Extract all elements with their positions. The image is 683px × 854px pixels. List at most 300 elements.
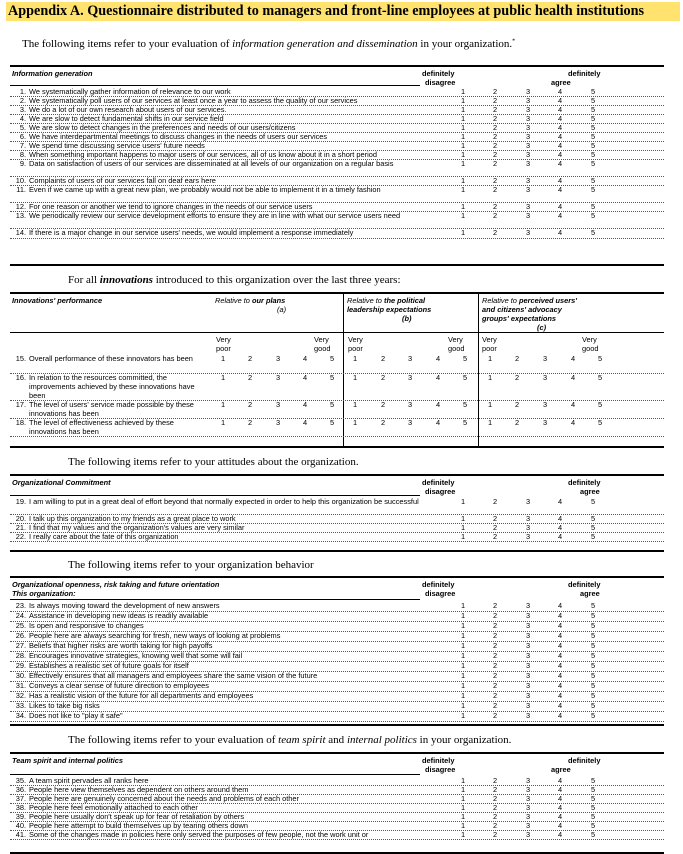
scale-value: 3 [525,514,531,523]
scale-value: 1 [460,671,466,680]
scale-value: 3 [525,105,531,114]
column-b-prefix: Relative to [347,296,384,305]
scale-value: 5 [590,641,596,650]
scale-value: 2 [492,651,498,660]
scale-value: 2 [492,105,498,114]
scale-value: 4 [570,354,576,363]
scale-value: 1 [460,651,466,660]
scale-value: 3 [525,641,531,650]
scale-value: 5 [590,691,596,700]
scale-value: 5 [590,601,596,610]
item-number: 23. [15,601,26,610]
scale-value: 1 [460,185,466,194]
scale-value: 5 [590,132,596,141]
scale-value: 5 [462,400,468,409]
scale-label-definitely-right: definitely [568,580,601,589]
very-poor-label-top: Very [216,335,231,344]
scale-value: 4 [557,228,563,237]
scale-value: 4 [302,418,308,427]
scale-label-definitely-right: definitely [568,756,601,765]
item-number: 25. [15,621,26,630]
scale-value: 4 [570,418,576,427]
item-row [10,418,664,437]
intro-team-spirit: The following items refer to your evaluation of team spirit and internal politics in your organization. [68,734,512,746]
scale-value: 2 [492,803,498,812]
item-text: I really care about the fate of this organization [29,532,179,541]
scale-value: 1 [460,701,466,710]
scale-value: 5 [597,418,603,427]
scale-value: 3 [525,141,531,150]
column-a-letter: (a) [277,305,287,314]
section-heading: Information generation [12,69,93,78]
very-good-label-top: Very [582,335,597,344]
item-text: In relation to the resources committed, the improvements achieved by these innovations have been [29,373,195,400]
scale-value: 1 [460,87,466,96]
item-text: The level of users' service made possible by these innovations has been [29,400,194,418]
item-text: We periodically review our service development efforts to ensure they are in line with what our service users need [29,211,401,220]
scale-value: 2 [492,211,498,220]
item-number: 5. [19,123,26,132]
scale-value: 5 [590,830,596,839]
scale-value: 2 [492,785,498,794]
header-rule [10,599,420,600]
scale-value: 5 [329,354,335,363]
very-good-label: good [582,344,599,353]
scale-value: 4 [557,830,563,839]
scale-value: 2 [492,611,498,620]
intro-information-generation: The following items refer to your evaluation of information generation and dissemination in your organization.* [22,38,516,50]
scale-value: 4 [302,373,308,382]
scale-value: 1 [460,611,466,620]
scale-value: 5 [329,373,335,382]
scale-value: 2 [380,418,386,427]
item-text: For one reason or another we tend to ignore changes in the needs of our service users [29,202,313,211]
scale-value: 5 [462,418,468,427]
scale-value: 2 [492,830,498,839]
item-row [10,185,664,203]
scale-value: 5 [590,159,596,168]
scale-value: 5 [590,87,596,96]
item-row [10,830,664,840]
scale-value: 1 [460,830,466,839]
scale-value: 4 [435,354,441,363]
item-row [10,711,664,722]
very-poor-label: poor [216,344,231,353]
scale-label-disagree: disagree [425,78,456,87]
scale-value: 5 [590,701,596,710]
scale-label-definitely: definitely [422,580,455,589]
scale-value: 4 [557,631,563,640]
item-number: 36. [15,785,26,794]
scale-value: 4 [557,514,563,523]
column-b-emphasis: the political [383,296,426,305]
item-number: 17. [15,400,26,409]
scale-value: 3 [525,701,531,710]
scale-value: 5 [590,776,596,785]
item-text: I talk up this organization to my friends as a great place to work [29,514,236,523]
scale-value: 3 [525,211,531,220]
item-text: Complaints of users of our services fall on deaf ears here [29,176,216,185]
scale-value: 4 [557,211,563,220]
scale-value: 3 [542,373,548,382]
scale-value: 1 [460,132,466,141]
scale-value: 2 [492,661,498,670]
item-text: Has a realistic vision of the future for all departments and employees [29,691,254,700]
scale-value: 4 [557,523,563,532]
scale-value: 2 [492,176,498,185]
scale-value: 1 [460,141,466,150]
scale-value: 5 [590,661,596,670]
organizational-openness-table [10,576,664,726]
scale-value: 3 [525,821,531,830]
column-c-line3: groups' expectations [482,314,557,323]
scale-value: 3 [525,776,531,785]
scale-label-definitely: definitely [422,478,455,487]
item-number: 19. [15,497,26,506]
scale-value: 2 [492,621,498,630]
item-number: 6. [19,132,26,141]
column-b-letter: (b) [402,314,412,323]
scale-value: 2 [492,711,498,720]
scale-value: 5 [590,532,596,541]
scale-value: 3 [525,671,531,680]
appendix-title: Appendix A. Questionnaire distributed to managers and front-line employees at public health institutions [6,2,680,21]
scale-value: 2 [492,87,498,96]
scale-value: 4 [557,185,563,194]
item-text: People here view themselves as dependent on others around them [29,785,249,794]
scale-value: 3 [542,354,548,363]
item-text: I am willing to put in a great deal of effort beyond that normally expected in order to help this organization be successful [29,497,419,506]
item-text: We have interdepartmental meetings to discuss changes in the needs of users our services [29,132,328,141]
item-text: Establishes a realistic set of future goals for itself [29,661,189,670]
scale-value: 4 [557,661,563,670]
scale-value: 4 [557,532,563,541]
scale-value: 3 [525,691,531,700]
scale-value: 2 [492,159,498,168]
scale-value: 5 [590,185,596,194]
column-c-prefix: Relative to [482,296,519,305]
scale-value: 3 [525,114,531,123]
innovations-performance-table [10,292,664,448]
item-number: 10. [15,176,26,185]
scale-value: 1 [460,681,466,690]
scale-value: 1 [460,150,466,159]
item-text: Encourages innovative strategies, knowing well that some will fail [29,651,243,660]
item-text: Is open and responsive to changes [29,621,144,630]
item-number: 24. [15,611,26,620]
scale-value: 5 [590,651,596,660]
scale-value: 3 [525,150,531,159]
scale-value: 3 [525,532,531,541]
scale-value: 4 [557,611,563,620]
scale-value: 1 [460,601,466,610]
very-good-label: good [448,344,465,353]
scale-value: 3 [525,661,531,670]
scale-value: 3 [525,681,531,690]
very-poor-label: poor [348,344,363,353]
scale-value: 2 [514,400,520,409]
item-number: 1. [19,87,26,96]
scale-value: 5 [590,523,596,532]
scale-value: 2 [492,514,498,523]
scale-value: 5 [590,812,596,821]
scale-value: 5 [597,373,603,382]
scale-value: 1 [460,691,466,700]
item-text: Effectively ensures that all managers and employees share the same vision of the future [29,671,318,680]
item-text: People here are always searching for fresh, new ways of looking at problems [29,631,281,640]
item-number: 41. [15,830,26,839]
item-text: People here are genuinely concerned about the needs and problems of each other [29,794,299,803]
item-number: 20. [15,514,26,523]
item-text: A team spirit pervades all ranks here [29,776,149,785]
scale-value: 3 [525,611,531,620]
scale-value: 4 [557,812,563,821]
item-number: 16. [15,373,26,382]
column-c-emphasis: perceived users' [518,296,578,305]
scale-value: 4 [557,641,563,650]
scale-value: 3 [525,785,531,794]
scale-value: 2 [492,641,498,650]
item-number: 32. [15,691,26,700]
item-number: 8. [19,150,26,159]
scale-value: 2 [514,418,520,427]
item-text: People here usually don't speak up for fear of retaliation by others [29,812,245,821]
scale-value: 3 [525,621,531,630]
scale-value: 3 [275,373,281,382]
scale-label-definitely-right: definitely [568,478,601,487]
scale-value: 2 [514,373,520,382]
section-heading: Organizational openness, risk taking and future orientation [12,580,220,589]
team-spirit-table [10,752,664,854]
scale-value: 2 [492,671,498,680]
item-text: People here feel emotionally attached to each other [29,803,198,812]
column-b-line2: leadership expectations [347,305,432,314]
scale-value: 2 [492,132,498,141]
scale-value: 4 [557,123,563,132]
very-good-label-top: Very [314,335,329,344]
scale-value: 1 [220,373,226,382]
item-number: 22. [15,532,26,541]
scale-value: 5 [590,803,596,812]
item-row [10,228,664,239]
column-c-header [482,296,577,305]
item-number: 11. [16,185,26,194]
scale-value: 2 [492,202,498,211]
scale-value: 1 [460,711,466,720]
scale-value: 4 [557,711,563,720]
scale-value: 1 [460,785,466,794]
item-text: Data on satisfaction of users of our services are disseminated at all levels of our organization on a regular basis [29,159,394,168]
very-good-label-top: Very [448,335,463,344]
scale-value: 3 [525,87,531,96]
scale-label-agree-right: agree [580,487,600,496]
scale-value: 1 [460,532,466,541]
item-number: 3. [19,105,26,114]
scale-value: 3 [407,418,413,427]
scale-value: 5 [590,681,596,690]
item-text: Some of the changes made in policies here only served the purposes of few people, not the work unit or [29,830,369,839]
item-number: 12. [15,202,26,211]
item-number: 40. [15,821,26,830]
intro-innovations: For all innovations introduced to this organization over the last three years: [68,274,401,286]
scale-value: 1 [460,803,466,812]
scale-value: 2 [380,354,386,363]
scale-value: 1 [220,400,226,409]
very-poor-label-top: Very [482,335,497,344]
scale-value: 2 [492,185,498,194]
scale-value: 2 [247,354,253,363]
scale-value: 5 [590,611,596,620]
scale-value: 3 [407,400,413,409]
scale-value: 1 [460,631,466,640]
scale-value: 2 [492,532,498,541]
item-number: 2. [19,96,26,105]
scale-value: 5 [590,176,596,185]
scale-value: 4 [557,87,563,96]
scale-value: 3 [275,418,281,427]
item-text: Beliefs that higher risks are worth taking for high payoffs [29,641,213,650]
item-text: Is always moving toward the development of new answers [29,601,220,610]
scale-value: 4 [557,785,563,794]
scale-value: 5 [590,228,596,237]
item-text: We spend time discussing service users' future needs [29,141,205,150]
item-number: 21. [15,523,26,532]
scale-value: 1 [460,96,466,105]
scale-value: 4 [435,418,441,427]
scale-value: 1 [487,418,493,427]
item-number: 4. [19,114,26,123]
scale-value: 1 [460,821,466,830]
scale-value: 1 [487,400,493,409]
scale-value: 1 [460,202,466,211]
item-row [10,159,664,177]
item-number: 9. [19,159,26,168]
scale-value: 1 [352,418,358,427]
scale-value: 4 [557,105,563,114]
scale-value: 2 [492,631,498,640]
scale-value: 5 [590,123,596,132]
scale-value: 5 [597,354,603,363]
scale-value: 5 [590,514,596,523]
scale-value: 3 [525,123,531,132]
item-row [10,373,664,401]
scale-value: 5 [590,141,596,150]
scale-value: 3 [542,400,548,409]
scale-value: 2 [492,794,498,803]
scale-value: 5 [590,711,596,720]
section-heading: Team spirit and internal politics [12,756,124,765]
scale-value: 4 [557,96,563,105]
item-number: 26. [15,631,26,640]
item-number: 37. [15,794,26,803]
column-c-letter: (c) [537,323,547,332]
column-a-emphasis: our plans [251,296,286,305]
item-row [10,354,664,374]
scale-value: 5 [590,96,596,105]
scale-value: 1 [460,105,466,114]
scale-value: 4 [557,681,563,690]
scale-value: 3 [525,132,531,141]
scale-value: 1 [460,114,466,123]
scale-value: 4 [557,150,563,159]
scale-value: 2 [492,601,498,610]
scale-value: 4 [557,497,563,506]
scale-value: 4 [557,176,563,185]
section-subheading: This organization: [12,589,76,598]
item-text: People here attempt to build themselves up by tearing others down [29,821,248,830]
scale-value: 4 [302,354,308,363]
scale-value: 4 [557,159,563,168]
scale-value: 2 [492,681,498,690]
scale-value: 4 [557,202,563,211]
scale-value: 2 [492,150,498,159]
scale-value: 4 [557,132,563,141]
scale-value: 3 [525,185,531,194]
scale-label-disagree: disagree [425,589,456,598]
item-number: 13. [15,211,26,220]
scale-label-definitely: definitely [422,756,455,765]
scale-value: 5 [590,621,596,630]
scale-value: 2 [492,141,498,150]
scale-value: 1 [460,812,466,821]
scale-value: 4 [557,601,563,610]
item-number: 27. [15,641,26,650]
scale-value: 2 [514,354,520,363]
scale-value: 2 [492,821,498,830]
scale-value: 2 [492,114,498,123]
item-text: We do a lot of our own research about users of our services. [29,105,227,114]
scale-value: 5 [590,150,596,159]
scale-value: 3 [525,631,531,640]
scale-value: 1 [460,211,466,220]
item-number: 15. [15,354,26,363]
item-text: I find that my values and the organization's values are very similar [29,523,245,532]
scale-value: 3 [525,96,531,105]
scale-value: 3 [525,830,531,839]
item-number: 34. [15,711,26,720]
item-number: 38. [15,803,26,812]
scale-value: 2 [492,812,498,821]
scale-value: 2 [492,497,498,506]
information-generation-table [10,65,664,266]
header-rule [10,774,420,775]
scale-value: 1 [460,176,466,185]
scale-value: 2 [247,418,253,427]
item-number: 35. [15,776,26,785]
scale-value: 3 [525,601,531,610]
scale-value: 4 [557,821,563,830]
scale-value: 4 [570,400,576,409]
scale-value: 4 [557,794,563,803]
scale-value: 2 [492,523,498,532]
scale-value: 4 [557,701,563,710]
scale-value: 3 [542,418,548,427]
item-text: If there is a major change in our service users' needs, we would implement a response immediately [29,228,354,237]
very-good-label: good [314,344,331,353]
column-a-header [215,296,285,305]
item-number: 31. [15,681,26,690]
scale-value: 5 [590,202,596,211]
scale-value: 5 [462,354,468,363]
scale-value: 1 [460,228,466,237]
scale-value: 3 [525,651,531,660]
scale-value: 5 [597,400,603,409]
scale-value: 5 [590,114,596,123]
scale-value: 1 [220,418,226,427]
scale-value: 3 [275,354,281,363]
scale-value: 3 [525,228,531,237]
scale-value: 5 [590,785,596,794]
